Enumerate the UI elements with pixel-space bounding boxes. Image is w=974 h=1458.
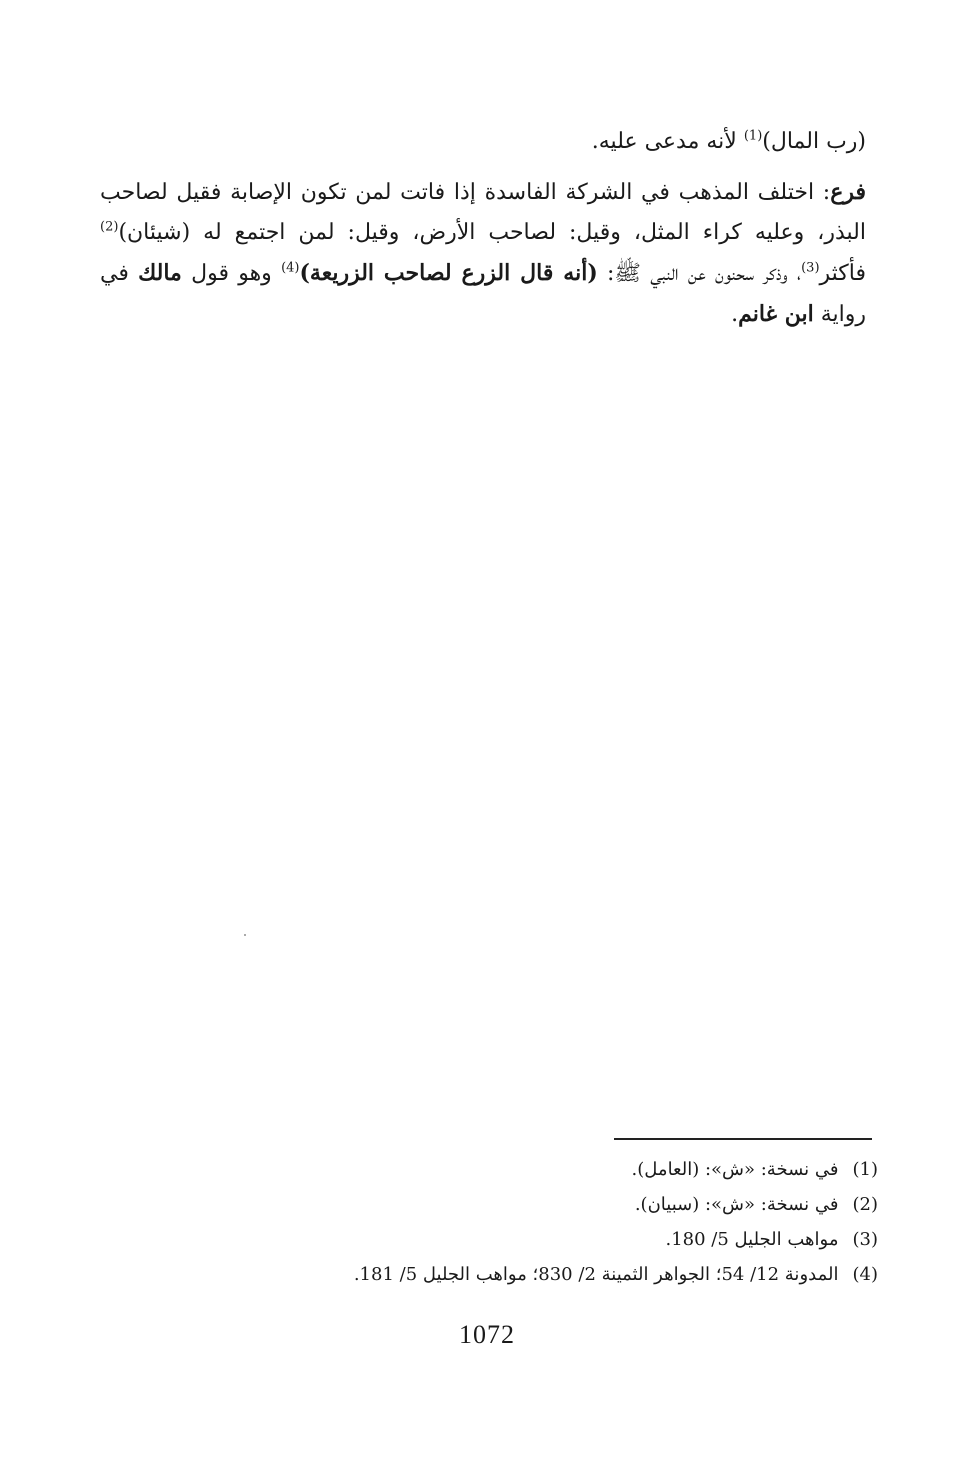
text-segment: ، وذكر سحنون عن النبي ﷺ: [597, 261, 802, 286]
footnote-number: (3) [852, 1229, 878, 1250]
text-segment: . [731, 302, 739, 327]
scan-speck [244, 934, 246, 936]
footnote-3 [238, 1222, 878, 1257]
text-segment: لأنه مدعى عليه. [591, 129, 744, 154]
hadith-quote: (أنه قال الزرع لصاحب الزريعة) [299, 260, 598, 286]
footnote-text: المدونة 12/ 54؛ الجواهر الثمينة 2/ 830؛ مواهب الجليل 5/ 181. [353, 1264, 839, 1285]
name-ibn-ghanim: ابن غانم [738, 301, 814, 327]
footnote-number: (1) [852, 1159, 878, 1180]
text-segment: : اختلف المذهب في الشركة الفاسدة إذا فاتت لمن تكون الإصابة فقيل لصاحب البذر، وعليه كراء المثل، وقيل: لصاحب الأرض، وقيل: لمن اجتمع له (شيئان) [100, 180, 866, 245]
main-text [100, 122, 866, 335]
footnote-ref-1[interactable]: (1) [743, 128, 763, 144]
footnote-4 [238, 1257, 878, 1292]
footnote-text: مواهب الجليل 5/ 180. [665, 1229, 839, 1250]
text-segment: فأكثر [819, 261, 866, 286]
footnote-number: (4) [852, 1264, 878, 1285]
footnote-2 [238, 1187, 878, 1222]
text-segment: في رواية [100, 261, 866, 327]
text-segment: وهو قول [181, 261, 282, 286]
name-malik: مالك [138, 260, 182, 286]
paragraph-1 [100, 122, 866, 162]
footnote-number: (2) [852, 1194, 878, 1215]
footnote-separator [614, 1138, 872, 1140]
footnote-1 [238, 1152, 878, 1187]
page-number: 1072 [459, 1320, 515, 1349]
footnote-ref-2[interactable]: (2) [100, 219, 119, 235]
footnote-ref-3[interactable]: (3) [801, 260, 820, 276]
footnote-ref-4[interactable]: (4) [281, 260, 300, 276]
text-segment: (رب المال) [762, 129, 866, 154]
footnote-text: في نسخة: «ش»: (سبيان). [634, 1194, 839, 1215]
footnotes [238, 1152, 878, 1292]
footnote-text: في نسخة: «ش»: (العامل). [631, 1159, 839, 1180]
paragraph-2 [100, 172, 866, 335]
section-label-far: فرع [830, 179, 866, 205]
